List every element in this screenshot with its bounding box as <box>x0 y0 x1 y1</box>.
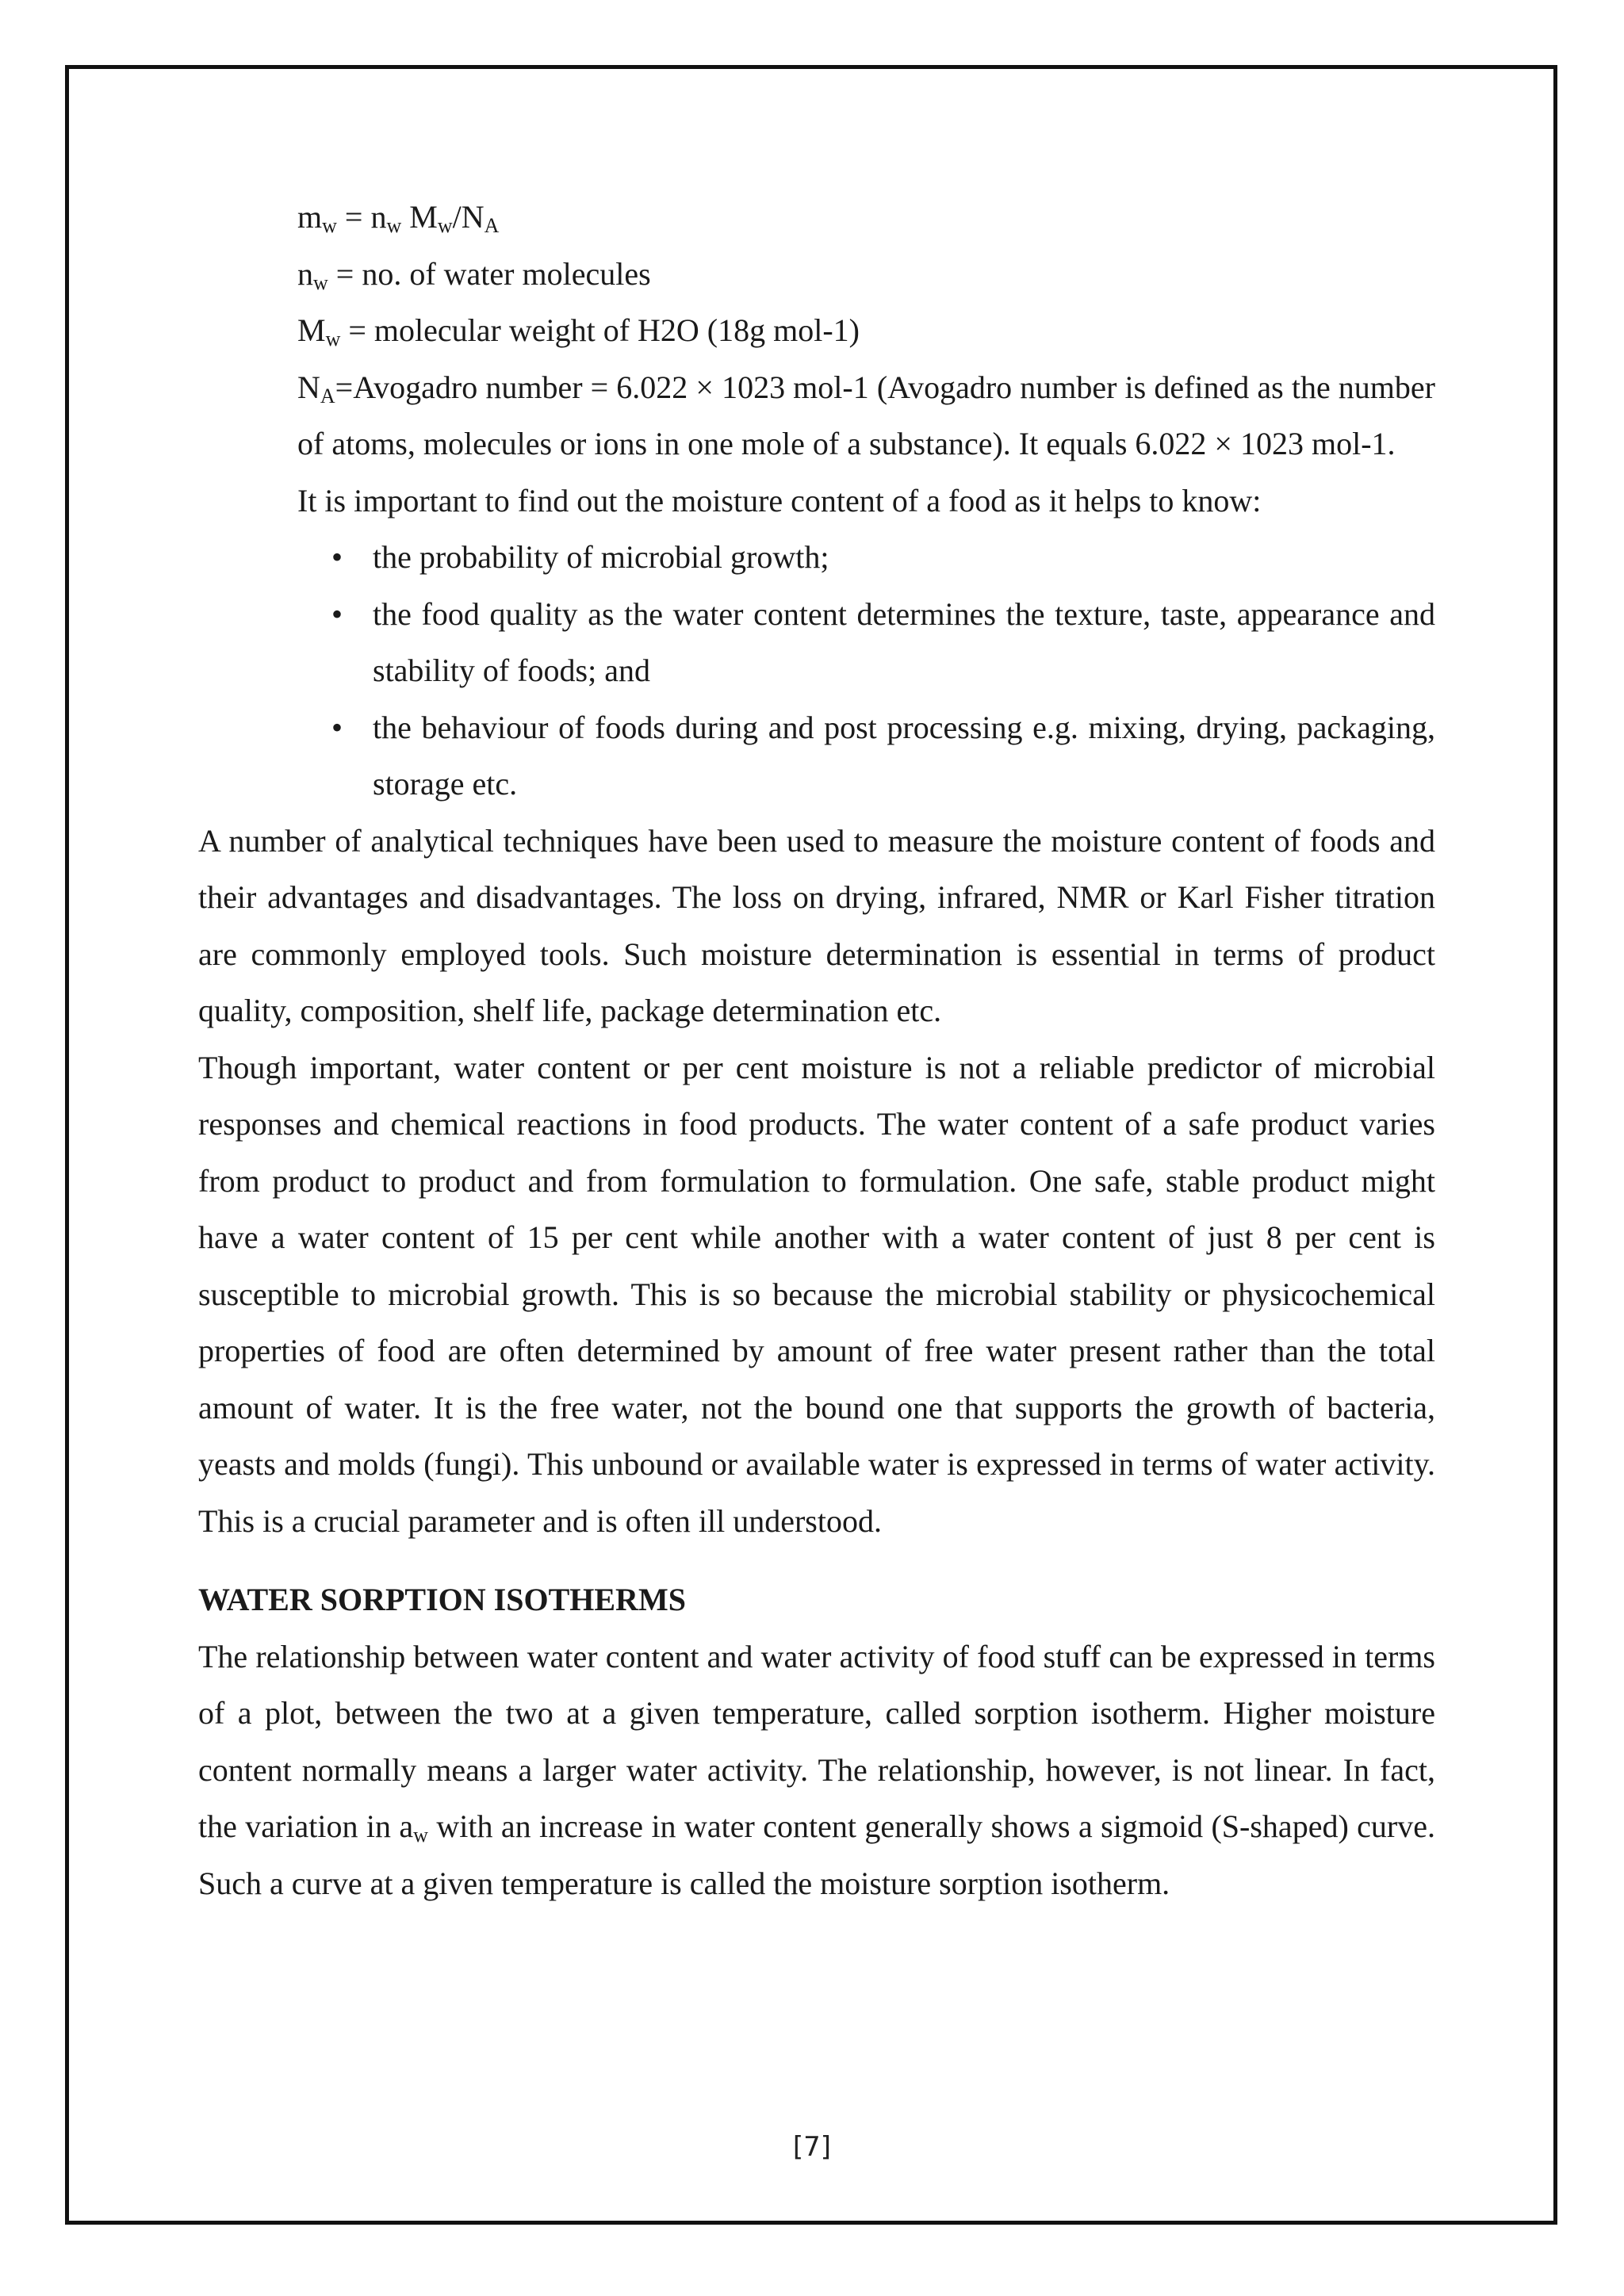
document-body <box>198 189 1435 1911</box>
bullet-icon: • <box>331 539 343 575</box>
page-number: [7] <box>792 2131 832 2163</box>
formula-def-mw: $M_w$ = molecular weight of H2O (18g mol-1) <box>297 312 860 350</box>
intro-sentence: It is important to find out the moisture content of a food as it helps to know: <box>297 482 1262 519</box>
formula-mass: $m_w = n_w$ $M_w/N_A$ <box>297 199 500 237</box>
bullet-item: • the food quality as the water content determines the texture, taste, appearance and stability of foods; and <box>198 586 1435 699</box>
formula-def-nw: $n_w$ = no. of water molecules <box>297 255 651 294</box>
formula-def-na: $N_A=Avogadro$ number = 6.022 × 1023 mol-1 (Avogadro number is defined as the number of atoms, molecules or ions in one mole of a substance). It equals 6.022 × 1023 mol-1. <box>297 369 1435 461</box>
bullet-icon: • <box>331 595 343 632</box>
section-heading: WATER SORPTION ISOTHERMS <box>198 1582 686 1617</box>
paragraph-techniques: A number of analytical techniques have been used to measure the moisture content of foods and their advantages and disadvantages. The loss on drying, infrared, NMR or Karl Fisher titration are commonly employed tools. Such moisture determination is essential in terms of product quality, composition, shelf life, package determination etc. <box>198 822 1435 1028</box>
bullet-item: • the behaviour of foods during and post processing e.g. mixing, drying, packaging, storage etc. <box>198 699 1435 813</box>
bullet-icon: • <box>331 709 343 745</box>
paragraph-water-content: Though important, water content or per cent moisture is not a reliable predictor of microbial responses and chemical reactions in food products. The water content of a safe product varies from product to product and from formulation to formulation. One safe, stable product might have a water content of 15 per cent while another with a water content of just 8 per cent is susceptible to microbial growth. This is so because the microbial stability or physicochemical properties of food are often determined by amount of free water present rather than the total amount of water. It is the free water, not the bound one that supports the growth of bacteria, yeasts and molds (fungi). This unbound or available water is expressed in terms of water activity. This is a crucial parameter and is often ill understood. <box>198 1049 1435 1539</box>
paragraph-sorption: The relationship between water content and water activity of food stuff can be expressed in terms of a plot, between the two at a given temperature, called sorption isotherm. Higher moisture content normally means a larger water activity. The relationship, however, is not linear. In fact, the variation in $a_w$ with an increase in water content generally shows a sigmoid (S-shaped) curve. Such a curve at a given temperature is called the moisture sorption isotherm. <box>198 1638 1436 1901</box>
bullet-item: • the probability of microbial growth; <box>198 529 1435 586</box>
